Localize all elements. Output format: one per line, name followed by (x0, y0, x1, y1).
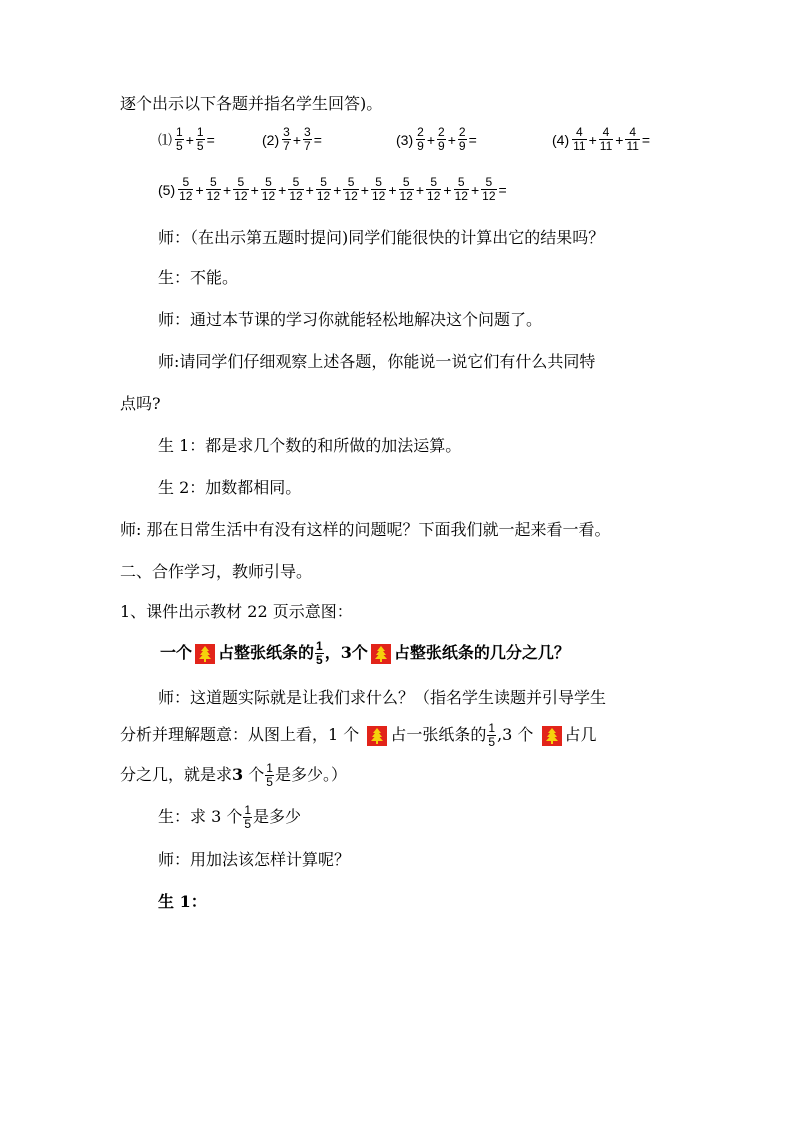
fraction (261, 176, 276, 203)
teacher-line-5: 师：用加法该怎样计算呢？ (158, 850, 351, 869)
denominator: 9 (438, 139, 445, 153)
fraction (196, 126, 205, 153)
teacher-line-3b: 点吗? (120, 394, 161, 413)
plus-sign: + (447, 131, 456, 148)
teacher-line-3a: 师:请同学们仔细观察上述各题，你能说一说它们有什么共同特 (158, 352, 596, 371)
denominator: 12 (179, 189, 193, 203)
denominator: 5 (196, 139, 204, 153)
plus-sign: + (360, 181, 369, 198)
tree-icon (542, 726, 562, 746)
numerator: 1 (176, 125, 183, 139)
fraction (416, 126, 425, 153)
intro-line: 逐个出示以下各题并指名学生回答)。 (120, 94, 383, 113)
fraction (371, 176, 386, 203)
numerator: 5 (481, 176, 496, 190)
analysis-line-3: 分之几，就是求3 个 $\frac{1}{5}$ 是多少。） (120, 761, 347, 789)
equation-label: (2) (262, 131, 280, 148)
fraction (178, 176, 193, 203)
denominator: 11 (626, 139, 639, 153)
tree-icon (371, 644, 391, 664)
fraction (288, 176, 303, 203)
equation-label: (5) (158, 181, 176, 198)
numerator: 5 (426, 176, 441, 190)
fraction-one-fifth: $\frac{1}{5}$ (266, 761, 273, 789)
numerator: 5 (261, 176, 276, 190)
teacher-line-1: 师：（在出示第五题时提问)同学们能很快的计算出它的结果吗？ (158, 228, 605, 247)
problem-line (160, 640, 794, 670)
fraction (572, 126, 586, 153)
problem-text-2: 占整张纸条的 (218, 643, 315, 662)
plus-sign: + (426, 131, 435, 148)
plus-sign: + (185, 131, 194, 148)
denominator: 12 (454, 189, 468, 203)
denominator: 12 (344, 189, 358, 203)
plus-sign: + (588, 131, 597, 148)
denominator: 12 (261, 189, 276, 203)
fraction-one-fifth: $\frac{1}{5}$ (244, 803, 252, 831)
numerator: 5 (206, 176, 221, 190)
numerator: 4 (572, 126, 586, 140)
equals-sign: = (206, 131, 215, 148)
plus-sign: + (470, 181, 480, 198)
fraction (481, 176, 496, 203)
equals-sign: = (641, 131, 651, 148)
numerator: 5 (399, 176, 414, 190)
denominator: 11 (573, 139, 586, 153)
plus-sign: + (305, 181, 314, 198)
plus-sign: + (250, 181, 259, 198)
numerator: 5 (343, 176, 358, 190)
item-1: 1、课件出示教材 22 页示意图： (120, 602, 353, 621)
student-answer-line: 生：求 3 个 $\frac{1}{5}$ 是多少 (158, 803, 302, 831)
equals-sign: = (468, 131, 477, 148)
equals-sign: = (313, 131, 322, 148)
numerator: 5 (178, 176, 193, 190)
denominator: 7 (304, 139, 311, 153)
plus-sign: + (278, 181, 287, 198)
fraction (316, 176, 331, 203)
tree-icon (367, 726, 387, 746)
plus-sign: + (415, 181, 425, 198)
numerator: 3 (304, 125, 311, 139)
analysis-line-1: 师：这道题实际就是让我们求什么？（指名学生读题并引导学生 (158, 688, 607, 707)
problem-text-4: 占整张纸条的几分之几？ (393, 643, 570, 662)
plus-sign: + (195, 181, 204, 198)
student-line-3: 生 2：加数都相同。 (158, 478, 302, 497)
fraction (233, 176, 248, 203)
equation-3 (396, 126, 478, 153)
analysis-line-2: 分析并理解题意：从图上看，1 个 占一张纸条的 $\frac{1}{5}$ ,3 个 占几 (120, 721, 597, 749)
problem-text-1: 一个 (160, 643, 193, 662)
numerator: 4 (599, 126, 613, 140)
plus-sign: + (443, 181, 452, 198)
teacher-line-4: 师: 那在日常生活中有没有这样的问题呢？下面我们就一起来看一看。 (120, 520, 611, 539)
equations-row-2 (120, 176, 760, 216)
fraction (426, 176, 441, 203)
fraction (303, 126, 312, 153)
denominator: 9 (417, 139, 424, 153)
plus-sign: + (333, 181, 342, 198)
fraction (599, 126, 613, 153)
fraction (625, 126, 639, 153)
fraction (282, 126, 291, 153)
fraction (437, 126, 446, 153)
numerator: 2 (458, 125, 466, 139)
denominator: 7 (283, 139, 290, 153)
denominator: 12 (234, 189, 248, 203)
section-heading-2: 二、合作学习，教师引导。 (120, 562, 313, 581)
plus-sign: + (223, 181, 232, 198)
equation-label: ⑴ (158, 131, 172, 148)
fraction (399, 176, 414, 203)
denominator: 12 (399, 189, 413, 203)
fraction (206, 176, 221, 203)
equation-5 (158, 176, 508, 203)
plus-sign: + (615, 131, 624, 148)
equation-1 (158, 126, 216, 153)
denominator: 12 (316, 189, 331, 203)
equation-label: (3) (396, 131, 414, 148)
student-line-2: 生 1：都是求几个数的和所做的加法运算。 (158, 436, 462, 455)
fraction-one-fifth: $\frac{1}{5}$ (488, 721, 496, 749)
fraction-one-fifth: $\frac{1}{5}$ (316, 639, 323, 667)
numerator: 5 (288, 176, 303, 190)
denominator: 5 (176, 139, 183, 153)
tree-icon (195, 644, 215, 664)
equation-4 (552, 126, 651, 153)
fraction (458, 126, 467, 153)
denominator: 12 (427, 189, 441, 203)
student-line-1: 生：不能。 (158, 268, 239, 287)
fraction (343, 176, 358, 203)
problem-text-3: ，3个 (324, 643, 368, 662)
equation-label: (4) (552, 131, 570, 148)
numerator: 2 (417, 125, 424, 139)
plus-sign: + (388, 181, 397, 198)
numerator: 5 (233, 176, 248, 190)
numerator: 1 (196, 125, 204, 139)
numerator: 3 (283, 125, 290, 139)
denominator: 12 (206, 189, 221, 203)
numerator: 5 (454, 176, 469, 190)
fraction (175, 126, 184, 153)
denominator: 12 (482, 189, 496, 203)
student-line-4: 生 1： (158, 892, 207, 911)
plus-sign: + (292, 131, 301, 148)
denominator: 12 (371, 189, 386, 203)
equation-2 (262, 126, 323, 153)
denominator: 12 (289, 189, 303, 203)
numerator: 5 (316, 176, 331, 190)
teacher-line-2: 师：通过本节课的学习你就能轻松地解决这个问题了。 (158, 310, 543, 329)
numerator: 2 (438, 125, 445, 139)
numerator: 4 (625, 126, 639, 140)
denominator: 11 (599, 139, 613, 153)
equals-sign: = (498, 181, 507, 198)
equations-row-1 (120, 126, 760, 166)
denominator: 9 (458, 139, 466, 153)
numerator: 5 (371, 176, 386, 190)
fraction (454, 176, 469, 203)
